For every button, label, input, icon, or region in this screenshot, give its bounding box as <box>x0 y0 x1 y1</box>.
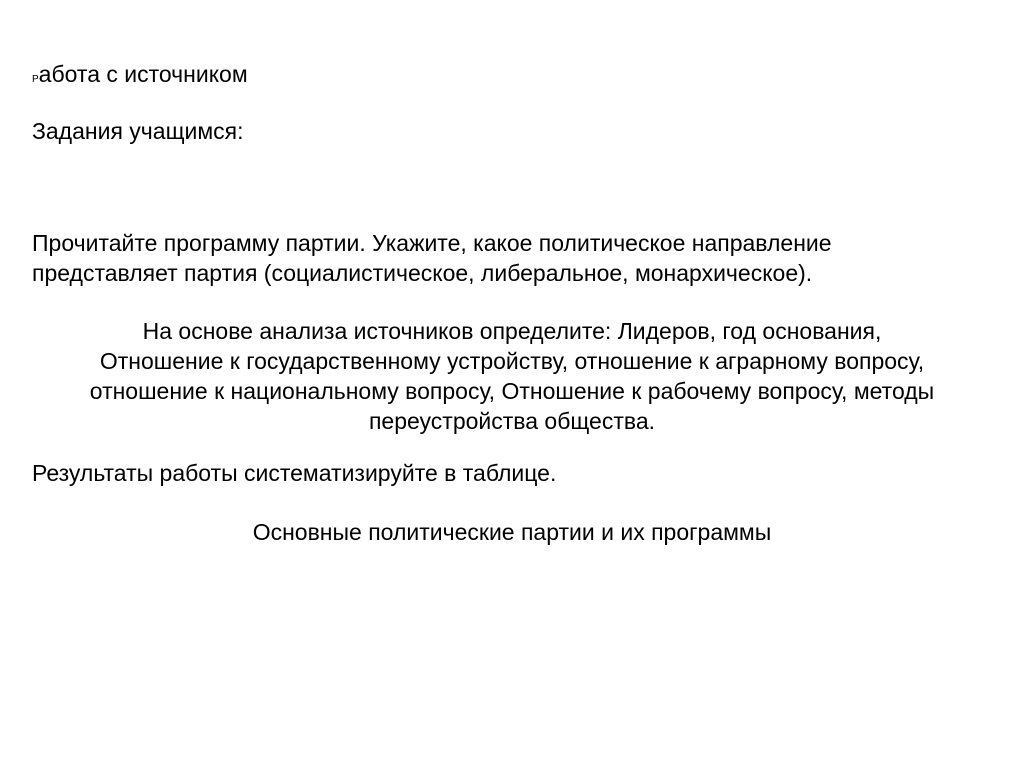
task-paragraph-2 <box>0 316 1024 436</box>
results-instruction: Результаты работы систематизируйте в таблице. <box>32 460 557 486</box>
table-title: Основные политические партии и их программы <box>252 519 772 545</box>
task-paragraph-1-line: Прочитайте программу партии. Укажите, какое политическое направление <box>32 230 832 256</box>
task-paragraph-1 <box>32 228 992 288</box>
tasks-heading: Задания учащимся: <box>32 118 244 144</box>
task-paragraph-2-line: отношение к национальному вопросу, Отношение к рабочему вопросу, методы <box>89 378 935 404</box>
slide-title-first-letter: Р <box>32 74 39 85</box>
task-paragraph-2-line: переустройства общества. <box>368 408 656 434</box>
task-paragraph-1-line: представляет партия (социалистическое, либеральное, монархическое). <box>32 260 813 286</box>
slide-title <box>32 59 248 95</box>
slide-title-rest: абота с источником <box>38 61 248 87</box>
task-paragraph-2-line: Отношение к государственному устройству, отношение к аграрному вопросу, <box>99 348 925 374</box>
task-paragraph-2-line: На основе анализа источников определите: Лидеров, год основания, <box>142 318 882 344</box>
